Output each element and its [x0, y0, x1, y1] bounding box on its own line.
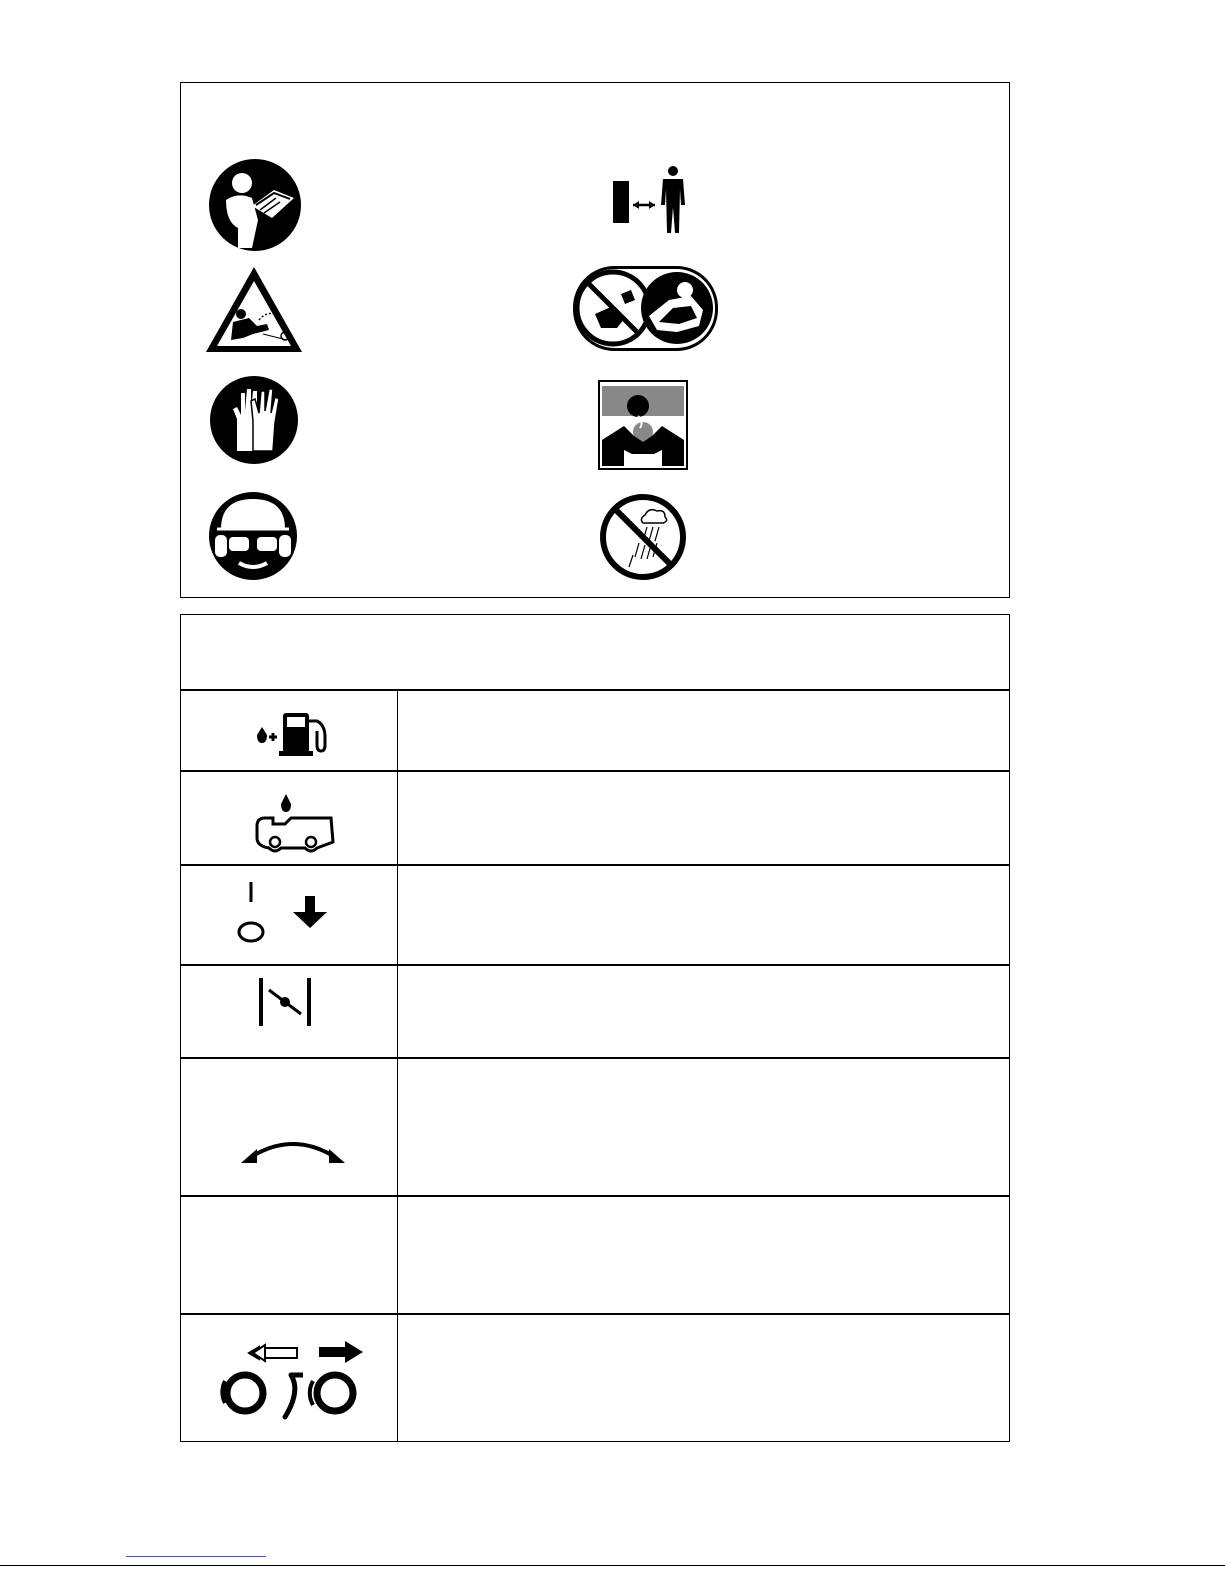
footer-link-underline[interactable]	[126, 1556, 266, 1557]
table-row	[181, 1195, 1009, 1313]
curved-double-arrow-icon	[181, 1059, 397, 1195]
two-hand-operation-icon	[573, 266, 718, 351]
choke-icon	[181, 966, 397, 1057]
fuel-oil-mix-icon	[181, 691, 397, 770]
table-row	[181, 770, 1009, 864]
kickback-warning-icon	[203, 264, 305, 356]
chain-brake-icon	[181, 1315, 397, 1441]
wear-head-eye-ear-protection-icon	[209, 491, 297, 581]
table-row	[181, 964, 1009, 1057]
wear-gloves-icon	[209, 375, 299, 465]
on-off-switch-icon	[181, 866, 397, 964]
no-rain-exposure-icon	[599, 493, 687, 581]
keep-bystanders-away-icon	[611, 165, 691, 237]
read-manual-icon	[208, 158, 303, 253]
table-row	[181, 864, 1009, 964]
table-row	[181, 1057, 1009, 1195]
page-bottom-rule	[0, 1565, 1225, 1566]
control-symbols-table	[180, 614, 1010, 1442]
table-row	[181, 1313, 1009, 1441]
chain-oil-icon	[181, 772, 397, 864]
safety-symbols-panel	[180, 82, 1010, 598]
empty-icon-cell	[181, 1197, 397, 1313]
exhaust-fumes-icon	[598, 380, 688, 470]
table-row	[181, 689, 1009, 770]
